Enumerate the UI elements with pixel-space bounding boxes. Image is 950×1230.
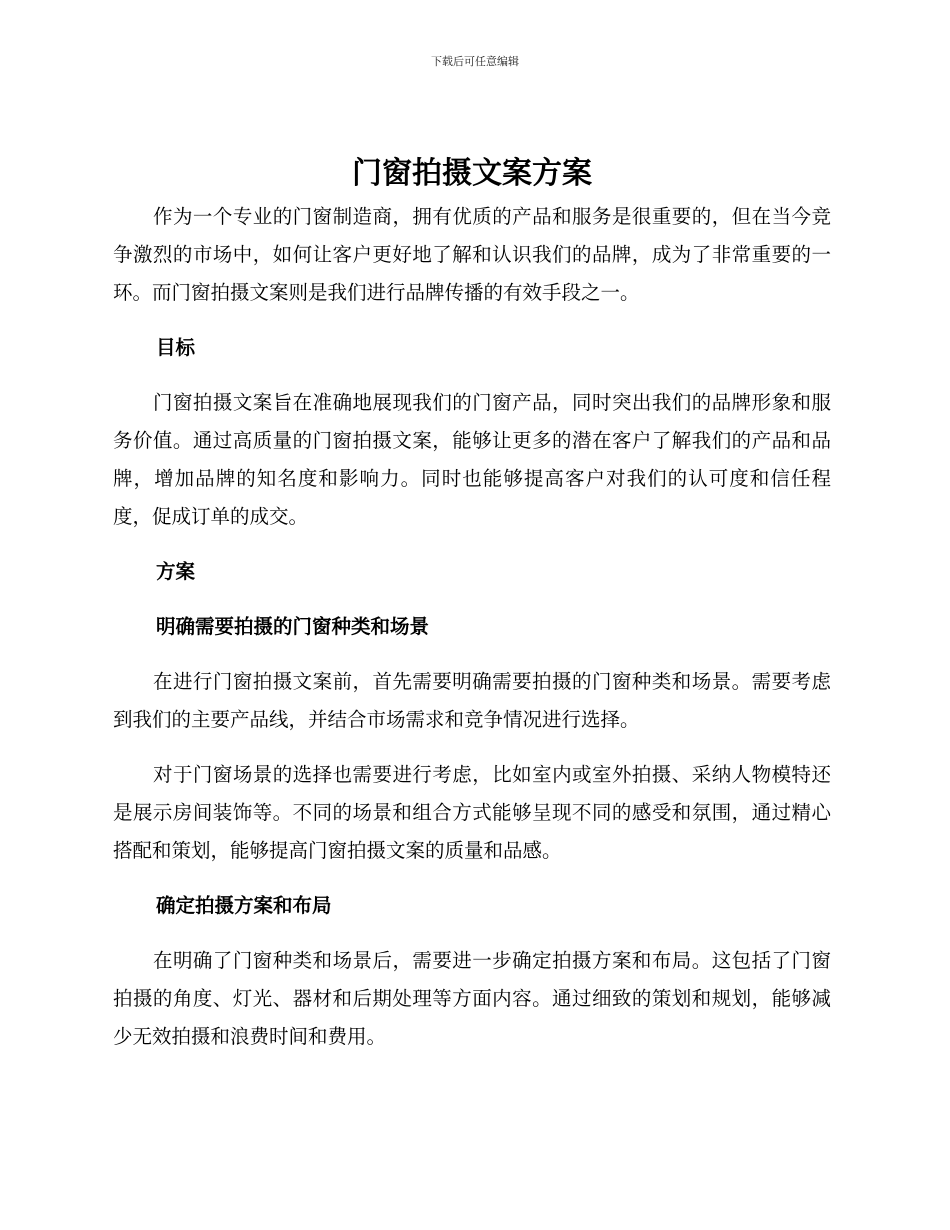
plan-sub1-paragraph-1: 在进行门窗拍摄文案前，首先需要明确需要拍摄的门窗种类和场景。需要考虑到我们的主要产品线，并结合市场需求和竞争情况进行选择。 xyxy=(113,670,831,731)
plan-sub1-paragraph-2: 对于门窗场景的选择也需要进行考虑，比如室内或室外拍摄、采纳人物模特还是展示房间装饰等。不同的场景和组合方式能够呈现不同的感受和氛围，通过精心搭配和策划，能够提高门窗拍摄文案的质量和品感。 xyxy=(113,763,831,862)
document-title: 门窗拍摄文案方案 xyxy=(352,156,592,191)
plan-sub1-heading: 明确需要拍摄的门窗种类和场景 xyxy=(156,615,430,638)
header-note: 下载后可任意编辑 xyxy=(431,55,519,68)
plan-heading: 方案 xyxy=(156,560,196,583)
intro-paragraph: 作为一个专业的门窗制造商，拥有优质的产品和服务是很重要的，但在当今竞争激烈的市场中，如何让客户更好地了解和认识我们的品牌，成为了非常重要的一环。而门窗拍摄文案则是我们进行品牌传播的有效手段之一。 xyxy=(113,205,831,304)
document-body xyxy=(113,150,831,1056)
goal-heading: 目标 xyxy=(156,336,196,359)
goal-paragraph: 门窗拍摄文案旨在准确地展现我们的门窗产品，同时突出我们的品牌形象和服务价值。通过高质量的门窗拍摄文案，能够让更多的潜在客户了解我们的产品和品牌，增加品牌的知名度和影响力。同时也能够提高客户对我们的认可度和信任程度，促成订单的成交。 xyxy=(113,391,831,528)
plan-sub2-paragraph-1: 在明确了门窗种类和场景后，需要进一步确定拍摄方案和布局。这包括了门窗拍摄的角度、灯光、器材和后期处理等方面内容。通过细致的策划和规划，能够减少无效拍摄和浪费时间和费用。 xyxy=(113,949,831,1048)
plan-sub2-heading: 确定拍摄方案和布局 xyxy=(156,894,332,917)
